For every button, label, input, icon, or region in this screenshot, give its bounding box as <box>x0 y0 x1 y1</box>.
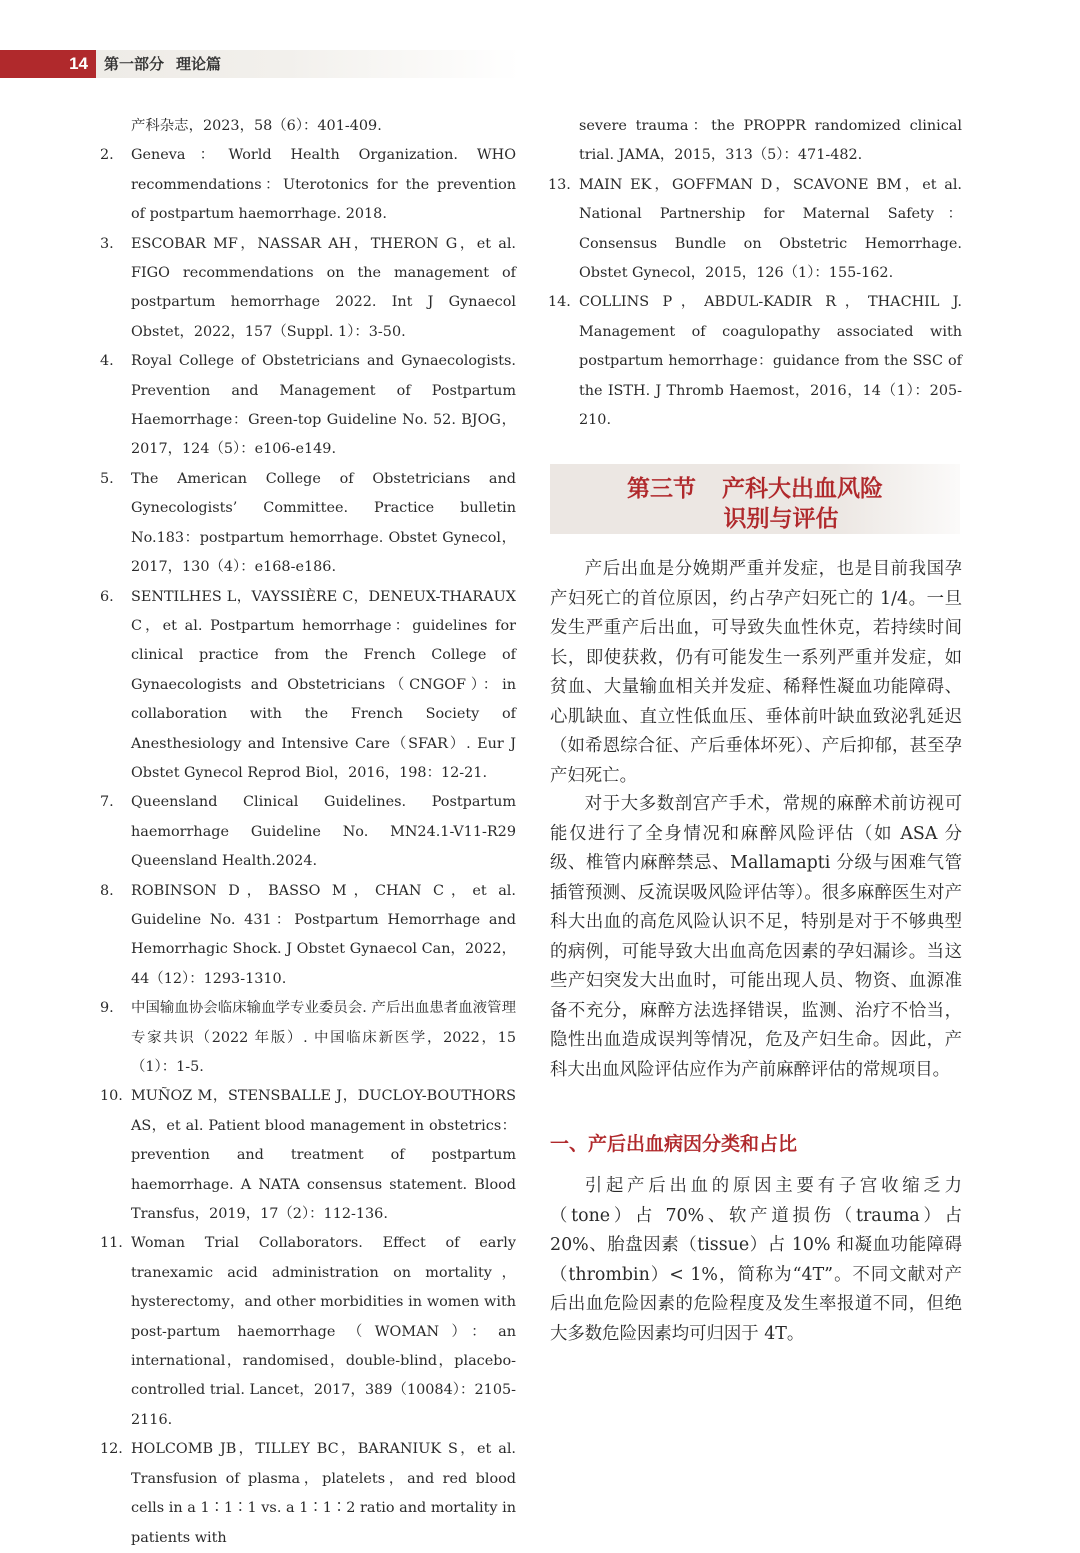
reference-text: ROBINSON D，BASSO M，CHAN C，et al. Guideline No. 431：Postpartum Hemorrhage and Hemorrhagic Shock. J Obstet Gynaecol Can，2022，44（12）：1293-1310. <box>131 882 516 987</box>
reference-text: MUÑOZ M，STENSBALLE J，DUCLOY-BOUTHORS AS，et al. Patient blood management in obstetrics：prevention and treatment of postpartum haemorrhage. A NATA consensus statement. Blood Transfus，2019，17（2）：112-136. <box>131 1088 516 1223</box>
reference-item <box>100 1435 516 1553</box>
part-label: 第一部分 <box>104 55 165 73</box>
paragraph-1: 产后出血是分娩期严重并发症，也是目前我国孕产妇死亡的首位原因，约占孕产妇死亡的 1/4。一旦发生严重产后出血，可导致失血性休克，若持续时间长，即使获救，仍有可能发生一系列严重并发症，如贫血、大量输血相关并发症、稀释性凝血功能障碍、心肌缺血、直立性低血压、垂体前叶缺血致泌乳延迟（如希恩综合征、产后垂体坏死）、产后抑郁，甚至孕产妇死亡。 <box>550 559 962 786</box>
reference-text: COLLINS P，ABDUL-KADIR R，THACHIL J. Management of coagulopathy associated with postpartum hemorrhage：guidance from the SSC of the ISTH. J Thromb Haemost，2016，14（1）：205-210. <box>579 294 962 429</box>
reference-number: 2. <box>100 147 114 164</box>
reference-item <box>100 465 516 583</box>
reference-text: ESCOBAR MF，NASSAR AH，THERON G，et al. FIGO recommendations on the management of postpartum hemorrhage 2022. Int J Gynaecol Obstet，2022，157（Suppl. 1）：3-50. <box>131 235 516 340</box>
reference-text: 产科杂志，2023，58（6）：401-409. <box>131 118 382 134</box>
reference-item <box>548 171 962 289</box>
paragraph-2: 对于大多数剖宫产手术，常规的麻醉术前访视可能仅进行了全身情况和麻醉风险评估（如 ASA 分级、椎管内麻醉禁忌、Mallamapti 分级与困难气管插管预测、反流误吸风险评估等）。很多麻醉医生对产科大出血的高危风险认识不足，特别是对于不够典型的病例，可能导致大出血高危因素的孕妇漏诊。当这些产妇突发大出血时，可能出现人员、物资、血源准备不充分，麻醉方法选择错误，监测、治疗不恰当，隐性出血造成误判等情况，危及产妇生命。因此，产科大出血风险评估应作为产前麻醉评估的常规项目。 <box>550 794 962 1080</box>
reference-text: HOLCOMB JB，TILLEY BC，BARANIUK S，et al. Transfusion of plasma，platelets，and red blood cells in a 1∶1∶1 vs. a 1∶1∶2 ratio and mortality in patients with <box>131 1441 516 1546</box>
section-heading-line1 <box>550 470 960 503</box>
paragraph-3: 引起产后出血的原因主要有子宫收缩乏力（tone）占 70%、软产道损伤（trauma）占 20%、胎盘因素（tissue）占 10% 和凝血功能障碍（thrombin）< 1%，简称为“4T”。不同文献对产后出血危险因素的危险程度及发生率报道不同，但绝大多数危险因素均可归因于 4T。 <box>550 1176 962 1344</box>
reference-number: 10. <box>100 1088 123 1105</box>
reference-text: Royal College of Obstetricians and Gynaecologists. Prevention and Management of Postpartum Haemorrhage：Green-top Guideline No. 52. BJOG，2017，124（5）：e106-e149. <box>131 353 516 458</box>
reference-number: 8. <box>100 882 114 899</box>
reference-item <box>100 230 516 348</box>
reference-text: 中国输血协会临床输血学专业委员会. 产后出血患者血液管理专家共识（2022 年版）. 中国临床新医学，2022，15（1）：1-5. <box>131 1000 516 1075</box>
reference-list-right <box>548 112 962 435</box>
reference-item <box>100 994 516 1082</box>
reference-item <box>100 1229 516 1435</box>
reference-number: 5. <box>100 470 114 487</box>
reference-number: 12. <box>100 1441 123 1458</box>
section-title-line1: 产科大出血风险 <box>722 476 883 502</box>
reference-item <box>100 112 516 141</box>
part-name: 理论篇 <box>176 55 222 73</box>
reference-number: 3. <box>100 235 114 252</box>
reference-text: severe trauma：the PROPPR randomized clinical trial. JAMA，2015，313（5）：471-482. <box>579 118 962 164</box>
reference-number: 11. <box>100 1235 123 1252</box>
reference-number: 14. <box>548 294 571 311</box>
reference-item <box>100 141 516 229</box>
section-title-line2: 识别与评估 <box>723 506 839 532</box>
reference-item <box>100 788 516 876</box>
reference-text: MAIN EK，GOFFMAN D，SCAVONE BM，et al. National Partnership for Maternal Safety：Consensus Bundle on Obstetric Hemorrhage. Obstet Gynecol，2015，126（1）：155-162. <box>579 176 962 282</box>
reference-text: Geneva：World Health Organization. WHO recommendations：Uterotonics for the prevention of postpartum haemorrhage. 2018. <box>131 147 516 223</box>
part-title <box>104 50 221 78</box>
reference-item <box>548 112 962 171</box>
reference-item <box>548 288 962 435</box>
reference-item <box>100 877 516 995</box>
reference-number: 6. <box>100 588 114 605</box>
reference-text: Woman Trial Collaborators. Effect of early tranexamic acid administration on mortality，hysterectomy，and other morbidities in women with post-partum haemorrhage（WOMAN）：an international，randomised，double-blind，placebo-controlled trial. Lancet，2017，389（10084）：2105-2116. <box>131 1235 516 1428</box>
reference-item <box>100 347 516 465</box>
reference-text: SENTILHES L，VAYSSIÈRE C，DENEUX-THARAUX C，et al. Postpartum hemorrhage：guidelines for clinical practice from the French College of Gynaecologists and Obstetricians（CNGOF）：in collaboration with the French Society of Anesthesiology and Intensive Care（SFAR）. Eur J Obstet Gynecol Reprod Biol，2016，198：12-21. <box>131 588 516 781</box>
subheading: 一、产后出血病因分类和占比 <box>550 1133 798 1155</box>
reference-number: 7. <box>100 794 114 811</box>
reference-text: The American College of Obstetricians and Gynecologists’ Committee. Practice bulletin No.183：postpartum hemorrhage. Obstet Gynecol，2017，130（4）：e168-e186. <box>131 470 516 576</box>
reference-text: Queensland Clinical Guidelines. Postpartum haemorrhage Guideline No. MN24.1-V11-R29 Queensland Health.2024. <box>131 794 516 870</box>
reference-number: 13. <box>548 176 571 193</box>
reference-number: 4. <box>100 353 114 370</box>
reference-item <box>100 1082 516 1229</box>
reference-list-left <box>100 112 516 1553</box>
page-number: 14 <box>0 50 96 78</box>
reference-number: 9. <box>100 1000 114 1017</box>
page-header <box>0 50 520 78</box>
section-label: 第三节 <box>627 476 696 502</box>
section-heading <box>550 464 960 534</box>
reference-item <box>100 583 516 789</box>
